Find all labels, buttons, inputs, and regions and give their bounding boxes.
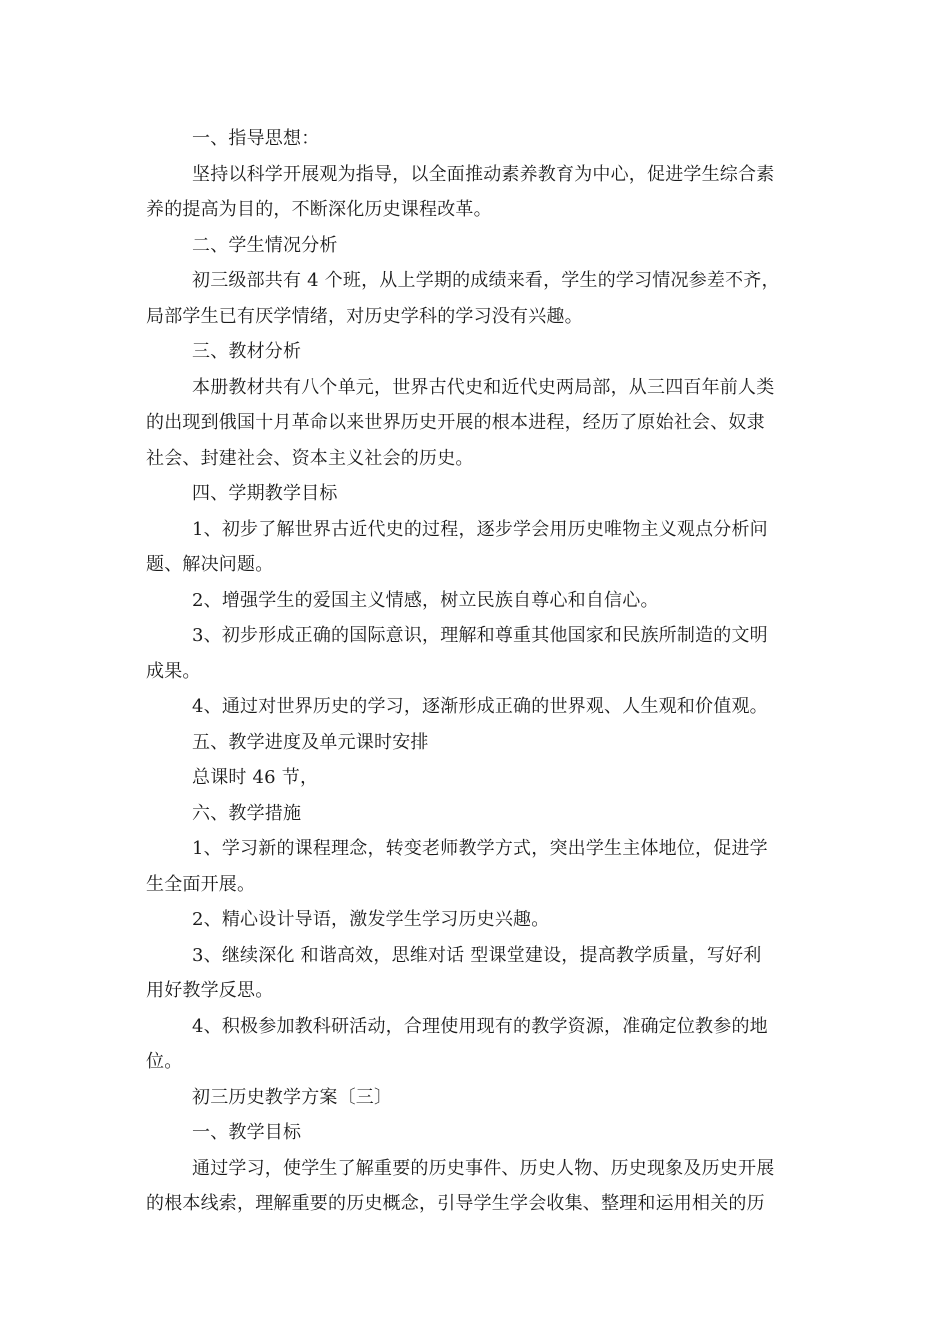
text-line: 4、积极参加教科研活动，合理使用现有的教学资源，准确定位教参的地 (192, 1015, 768, 1037)
text-line: 成果。 (146, 660, 201, 682)
text-line: 的根本线索，理解重要的历史概念，引导学生学会收集、整理和运用相关的历 (146, 1193, 765, 1214)
text-line: 题、解决问题。 (146, 554, 274, 575)
text-line: 三、教材分析 (192, 341, 302, 362)
document-body (146, 121, 806, 1222)
text-line: 3、初步形成正确的国际意识，理解和尊重其他国家和民族所制造的文明 (192, 625, 768, 646)
text-line: 六、教学措施 (192, 802, 302, 824)
text-line: 四、学期教学目标 (192, 483, 338, 504)
text-line: 一、教学目标 (192, 1122, 302, 1143)
text-line: 二、学生情况分析 (192, 234, 338, 256)
text-line: 4、通过对世界历史的学习，逐渐形成正确的世界观、人生观和价值观。 (192, 696, 768, 717)
text-line: 初三历史教学方案〔三〕 (192, 1086, 393, 1108)
text-line: 用好教学反思。 (146, 980, 274, 1001)
text-line: 通过学习，使学生了解重要的历史事件、历史人物、历史现象及历史开展 (192, 1157, 775, 1179)
text-line: 1、初步了解世界古近代史的过程，逐步学会用历史唯物主义观点分析问 (192, 518, 768, 540)
text-line: 总课时 46 节， (192, 767, 319, 788)
text-line: 本册教材共有八个单元，世界古代史和近代史两局部，从三四百年前人类 (192, 376, 775, 398)
text-line: 一、指导思想： (192, 128, 320, 149)
text-line: 五、教学进度及单元课时安排 (192, 731, 429, 753)
text-line: 3、继续深化 和谐高效，思维对话 型课堂建设，提高教学质量，写好利 (192, 944, 762, 966)
text-line: 位。 (146, 1051, 183, 1072)
text-line: 坚持以科学开展观为指导，以全面推动素养教育为中心，促进学生综合素 (192, 163, 775, 185)
text-line: 生全面开展。 (146, 873, 256, 895)
text-line: 的出现到俄国十月革命以来世界历史开展的根本进程，经历了原始社会、奴隶 (146, 412, 765, 433)
text-line: 初三级部共有 4 个班，从上学期的成绩来看，学生的学习情况参差不齐， (192, 270, 780, 291)
text-line: 1、学习新的课程理念，转变老师教学方式，突出学生主体地位，促进学 (192, 838, 768, 859)
text-line: 养的提高为目的，不断深化历史课程改革。 (146, 199, 492, 220)
text-line: 2、增强学生的爱国主义情感，树立民族自尊心和自信心。 (192, 589, 659, 611)
text-line: 局部学生已有厌学情绪，对历史学科的学习没有兴趣。 (146, 305, 583, 327)
text-line: 社会、封建社会、资本主义社会的历史。 (146, 447, 474, 469)
text-line: 2、精心设计导语，激发学生学习历史兴趣。 (192, 909, 550, 930)
